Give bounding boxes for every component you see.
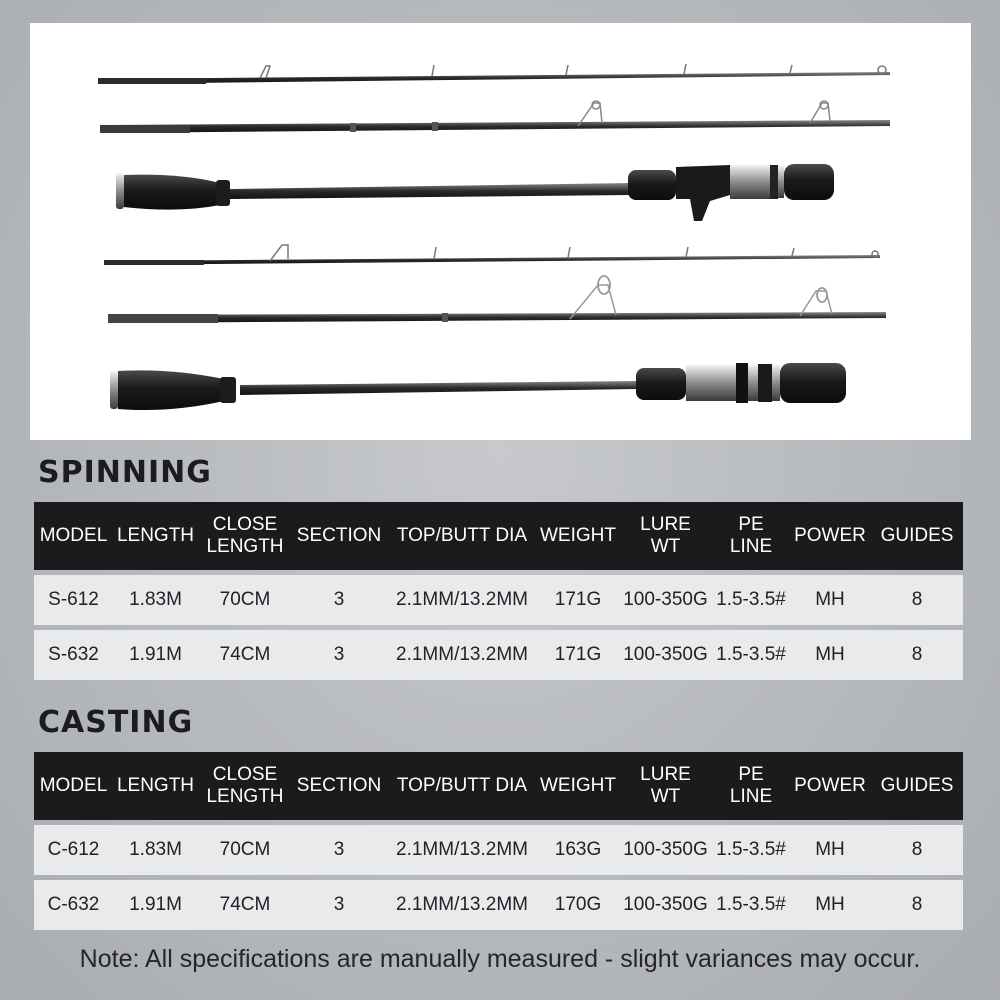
rod-casting-butt-section — [116, 164, 834, 221]
cell-dia: 2.1MM/13.2MM — [386, 825, 538, 875]
table-header-row — [34, 502, 963, 570]
cell-section: 3 — [292, 825, 386, 875]
header-pe-line: PE LINE — [713, 752, 789, 820]
rod-spinning-butt-section — [110, 363, 846, 410]
cell-power: MH — [789, 630, 871, 680]
header-lure-wt: LURE WT — [618, 502, 713, 570]
header-model: MODEL — [34, 752, 113, 820]
cell-guides: 8 — [871, 825, 963, 875]
rod-middle-section-1 — [100, 101, 890, 133]
header-dia: TOP/BUTT DIA — [386, 502, 538, 570]
cell-length: 1.91M — [113, 630, 198, 680]
header-dia: TOP/BUTT DIA — [386, 752, 538, 820]
rod-middle-section-2 — [108, 276, 886, 323]
product-photo — [30, 23, 971, 440]
cell-lure-wt: 100-350G — [618, 825, 713, 875]
cell-power: MH — [789, 880, 871, 930]
cell-dia: 2.1MM/13.2MM — [386, 880, 538, 930]
header-pe-line: PE LINE — [713, 502, 789, 570]
cell-guides: 8 — [871, 880, 963, 930]
cell-lure-wt: 100-350G — [618, 630, 713, 680]
header-power: POWER — [789, 752, 871, 820]
header-guides: GUIDES — [871, 752, 963, 820]
cell-section: 3 — [292, 630, 386, 680]
measurement-note: Note: All specifications are manually measured - slight variances may occur. — [79, 945, 921, 973]
cell-lure-wt: 100-350G — [618, 880, 713, 930]
cell-pe-line: 1.5-3.5# — [713, 575, 789, 625]
table-row — [34, 825, 963, 875]
rod-tip-section-1 — [98, 64, 890, 84]
cell-pe-line: 1.5-3.5# — [713, 880, 789, 930]
cell-length: 1.83M — [113, 575, 198, 625]
header-guides: GUIDES — [871, 502, 963, 570]
header-lure-wt: LURE WT — [618, 752, 713, 820]
cell-model: S-612 — [34, 575, 113, 625]
cell-close-length: 70CM — [198, 825, 292, 875]
cell-weight: 170G — [538, 880, 618, 930]
cell-weight: 171G — [538, 575, 618, 625]
cell-length: 1.83M — [113, 825, 198, 875]
table-row — [34, 880, 963, 930]
cell-power: MH — [789, 825, 871, 875]
rod-tip-section-2 — [104, 245, 880, 265]
header-section: SECTION — [292, 502, 386, 570]
spinning-title: SPINNING — [38, 455, 212, 490]
header-close-length: CLOSE LENGTH — [198, 502, 292, 570]
cell-model: C-632 — [34, 880, 113, 930]
header-model: MODEL — [34, 502, 113, 570]
cell-dia: 2.1MM/13.2MM — [386, 575, 538, 625]
header-weight: WEIGHT — [538, 752, 618, 820]
header-length: LENGTH — [113, 502, 198, 570]
table-header-row — [34, 752, 963, 820]
cell-model: S-632 — [34, 630, 113, 680]
cell-guides: 8 — [871, 630, 963, 680]
cell-pe-line: 1.5-3.5# — [713, 630, 789, 680]
table-row — [34, 630, 963, 680]
cell-dia: 2.1MM/13.2MM — [386, 630, 538, 680]
table-row — [34, 575, 963, 625]
header-power: POWER — [789, 502, 871, 570]
header-section: SECTION — [292, 752, 386, 820]
cell-close-length: 70CM — [198, 575, 292, 625]
casting-title: CASTING — [38, 705, 194, 740]
casting-spec-table — [34, 747, 963, 935]
cell-weight: 171G — [538, 630, 618, 680]
header-weight: WEIGHT — [538, 502, 618, 570]
cell-pe-line: 1.5-3.5# — [713, 825, 789, 875]
header-close-length: CLOSE LENGTH — [198, 752, 292, 820]
cell-guides: 8 — [871, 575, 963, 625]
cell-close-length: 74CM — [198, 630, 292, 680]
cell-model: C-612 — [34, 825, 113, 875]
cell-weight: 163G — [538, 825, 618, 875]
header-length: LENGTH — [113, 752, 198, 820]
cell-close-length: 74CM — [198, 880, 292, 930]
cell-power: MH — [789, 575, 871, 625]
cell-length: 1.91M — [113, 880, 198, 930]
spinning-spec-table — [34, 497, 963, 685]
rod-sections-illustration — [30, 23, 971, 440]
cell-lure-wt: 100-350G — [618, 575, 713, 625]
cell-section: 3 — [292, 575, 386, 625]
cell-section: 3 — [292, 880, 386, 930]
